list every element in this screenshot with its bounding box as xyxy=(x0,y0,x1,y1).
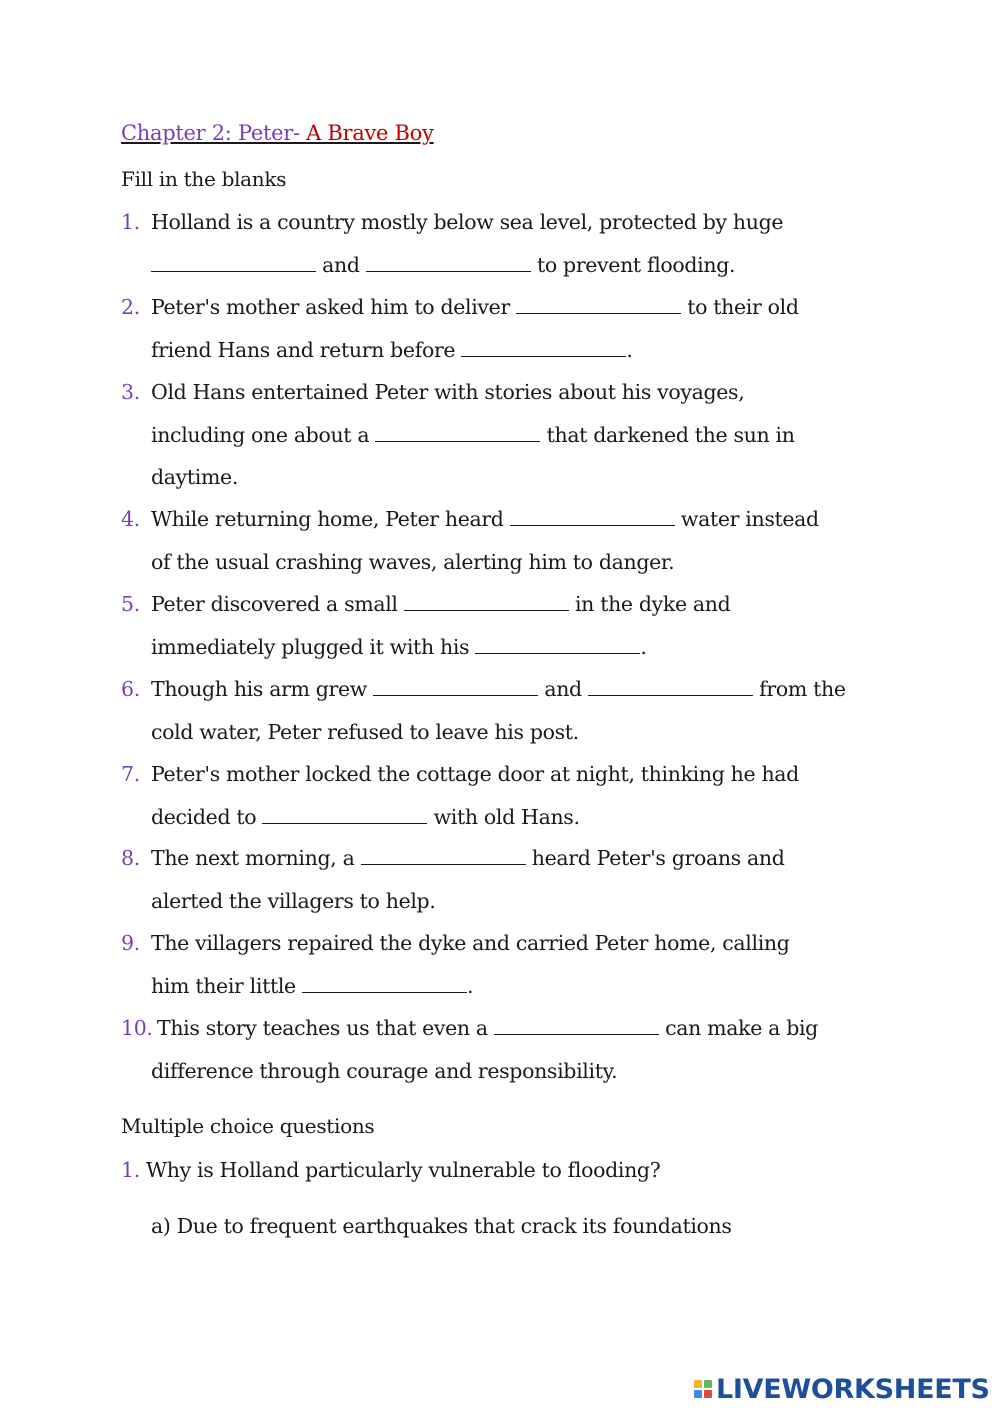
item-text: can make a big xyxy=(658,1016,818,1040)
item-text: Old Hans entertained Peter with stories about his voyages, xyxy=(151,380,745,404)
answer-blank[interactable] xyxy=(588,677,753,696)
item-line xyxy=(151,931,790,955)
item-text: The next morning, a xyxy=(151,846,361,870)
chapter-title xyxy=(121,121,434,145)
item-line xyxy=(151,762,799,786)
item-number: 8. xyxy=(121,846,140,870)
mcq-heading: Multiple choice questions xyxy=(121,1114,375,1138)
item-text: Peter discovered a small xyxy=(151,592,404,616)
item-text: and xyxy=(316,252,366,277)
chapter-title-part2: A Brave Boy xyxy=(306,121,434,145)
answer-blank[interactable] xyxy=(375,423,540,442)
item-line xyxy=(151,1059,617,1083)
item-text: While returning home, Peter heard xyxy=(151,507,510,531)
item-text: immediately plugged it with his xyxy=(151,634,476,659)
item-line xyxy=(157,1016,818,1040)
answer-blank[interactable] xyxy=(373,677,538,696)
mcq-option-text: Due to frequent earthquakes that crack its foundations xyxy=(176,1214,732,1238)
item-line xyxy=(151,253,735,277)
item-text: This story teaches us that even a xyxy=(157,1016,494,1040)
item-line xyxy=(151,507,819,531)
item-text: alerted the villagers to help. xyxy=(151,888,436,913)
logo-text: LIVEWORKSHEETS xyxy=(716,1373,990,1405)
item-line xyxy=(151,720,579,744)
item-line xyxy=(151,423,795,447)
item-text: difference through courage and responsibility. xyxy=(151,1058,618,1083)
item-text: . xyxy=(640,634,647,659)
item-line xyxy=(151,846,785,870)
answer-blank[interactable] xyxy=(361,846,526,865)
fill-blanks-heading: Fill in the blanks xyxy=(121,167,287,191)
answer-blank[interactable] xyxy=(461,338,626,357)
item-text: including one about a xyxy=(151,422,376,447)
item-line xyxy=(151,805,580,829)
item-number: 7. xyxy=(121,762,140,786)
item-text: of the usual crashing waves, alerting him to danger. xyxy=(151,549,675,574)
item-text: with old Hans. xyxy=(427,804,580,829)
item-text: . xyxy=(467,973,474,998)
item-text: that darkened the sun in xyxy=(540,422,795,447)
item-line: daytime. xyxy=(151,465,239,489)
item-line xyxy=(151,592,730,616)
mcq-option-a[interactable] xyxy=(151,1214,732,1238)
mcq-option-label: a) xyxy=(151,1214,171,1238)
item-text: Holland is a country mostly below sea level, protected by huge xyxy=(151,210,784,234)
answer-blank[interactable] xyxy=(475,635,640,654)
answer-blank[interactable] xyxy=(262,805,427,824)
item-text: from the xyxy=(753,677,846,701)
item-number: 3. xyxy=(121,380,140,404)
item-line xyxy=(151,635,647,659)
item-text: . xyxy=(626,337,633,362)
item-line xyxy=(151,210,783,234)
item-number: 5. xyxy=(121,592,140,616)
liveworksheets-logo xyxy=(694,1372,990,1406)
item-number: 4. xyxy=(121,507,140,531)
answer-blank[interactable] xyxy=(302,974,467,993)
item-text: to their old xyxy=(681,295,799,319)
item-text: in the dyke and xyxy=(568,592,731,616)
answer-blank[interactable] xyxy=(151,253,316,272)
item-text: Peter's mother asked him to deliver xyxy=(151,295,517,319)
item-text: Though his arm grew xyxy=(151,677,374,701)
item-line xyxy=(151,380,744,404)
item-line xyxy=(151,338,633,362)
answer-blank[interactable] xyxy=(404,592,569,611)
item-text: decided to xyxy=(151,804,263,829)
mcq-question xyxy=(121,1158,660,1182)
answer-blank[interactable] xyxy=(366,253,531,272)
item-number: 2. xyxy=(121,295,140,319)
item-text: The villagers repaired the dyke and carried Peter home, calling xyxy=(151,931,790,955)
item-text: heard Peter's groans and xyxy=(525,846,785,870)
item-text: Peter's mother locked the cottage door at night, thinking he had xyxy=(151,762,799,786)
answer-blank[interactable] xyxy=(494,1016,659,1035)
item-text: friend Hans and return before xyxy=(151,337,462,362)
item-text: to prevent flooding. xyxy=(530,252,736,277)
item-number: 1. xyxy=(121,210,140,234)
item-text: him their little xyxy=(151,973,303,998)
item-text: cold water, Peter refused to leave his post. xyxy=(151,719,579,744)
item-line xyxy=(151,550,674,574)
answer-blank[interactable] xyxy=(510,507,675,526)
mcq-question-number: 1. xyxy=(121,1158,140,1182)
item-number: 6. xyxy=(121,677,140,701)
answer-blank[interactable] xyxy=(516,295,681,314)
logo-mark-icon xyxy=(694,1380,712,1398)
item-text: and xyxy=(538,677,588,701)
mcq-question-text: Why is Holland particularly vulnerable to flooding? xyxy=(146,1158,661,1182)
item-line xyxy=(151,295,799,319)
item-line xyxy=(151,889,436,913)
chapter-title-part1: Chapter 2: Peter- xyxy=(121,121,307,145)
item-number: 9. xyxy=(121,931,140,955)
item-line xyxy=(151,677,846,701)
item-number: 10. xyxy=(121,1016,153,1040)
item-text: water instead xyxy=(674,507,819,531)
item-line xyxy=(151,974,473,998)
